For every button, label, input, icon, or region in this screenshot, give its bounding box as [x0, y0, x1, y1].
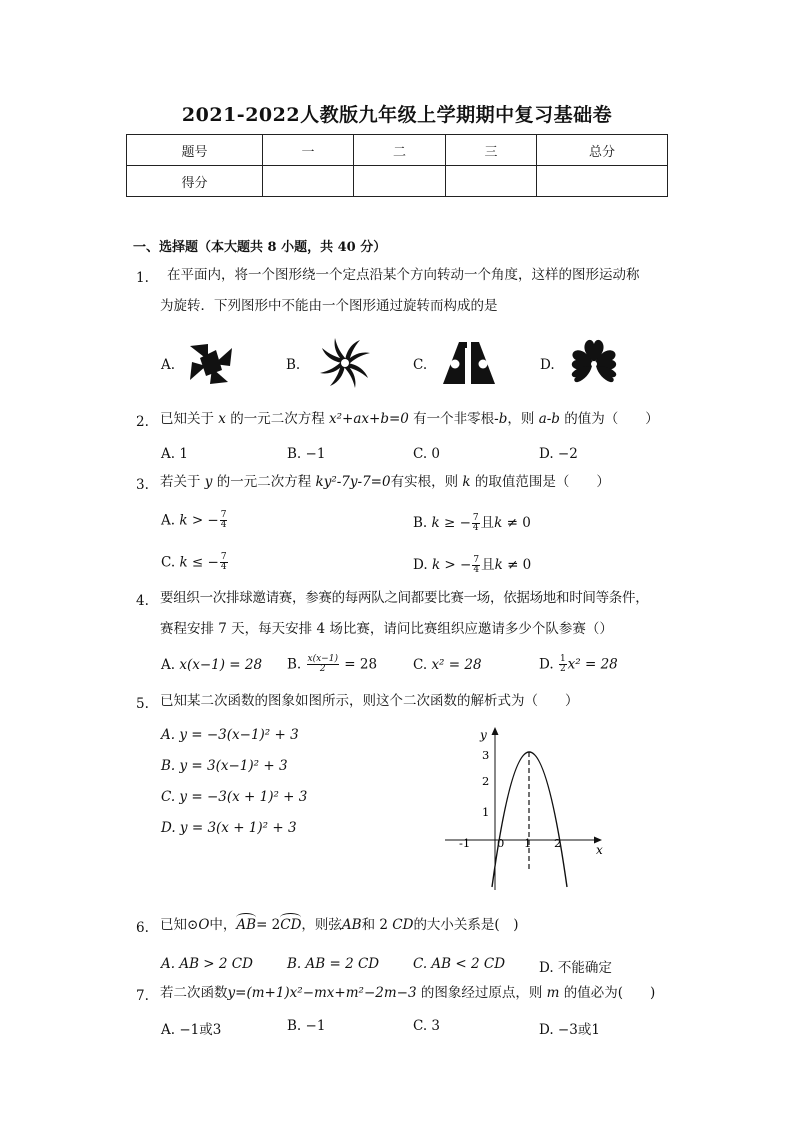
- q6-arc-ab: AB: [236, 917, 257, 933]
- q3-option-d-k: k: [431, 557, 441, 573]
- q4-option-a-label: A.: [161, 657, 176, 673]
- x-tick-1: 1: [524, 836, 532, 850]
- score-cell-1[interactable]: [263, 166, 354, 197]
- q7-post: 的值必为( ): [563, 985, 656, 1001]
- q4-option-a-expr: x(x−1) = 28: [179, 657, 263, 673]
- q3-option-a-frac: [220, 511, 228, 531]
- q6-eq: = 2: [256, 917, 281, 933]
- q4-option-c[interactable]: [413, 657, 482, 673]
- score-table-score-row: [127, 166, 668, 197]
- q6-and: 和 2: [361, 917, 388, 933]
- section-heading: 一、选择题（本大题共 8 小题，共 40 分）: [133, 240, 387, 255]
- q7-option-a[interactable]: A. −1或3: [161, 1022, 222, 1038]
- score-cell-3[interactable]: [446, 166, 537, 197]
- q1-line1: 在平面内，将一个图形绕一个定点沿某个方向转动一个角度，这样的图形运动称: [167, 267, 640, 283]
- q1-figure-c-symmetric-shape: [441, 340, 497, 386]
- q7-option-c[interactable]: C. 3: [413, 1018, 441, 1034]
- q2-option-b[interactable]: B. −1: [287, 446, 326, 462]
- q3-option-b[interactable]: B. k ≥ − $\frac{7}{4}$ 且k ≠ 0: [413, 512, 531, 533]
- q1-label-a: A.: [161, 357, 176, 373]
- q4-option-d-num: 1: [559, 654, 566, 664]
- y-tick-2: 2: [482, 774, 490, 788]
- x-axis-label: x: [596, 843, 603, 857]
- score-table: [126, 134, 668, 197]
- q7-option-b[interactable]: B. −1: [287, 1018, 326, 1034]
- header-question-no: 题号: [127, 135, 263, 166]
- q2-option-c[interactable]: C. 0: [413, 446, 441, 462]
- q4-option-b[interactable]: [287, 655, 377, 675]
- q4-line2: 赛程安排 7 天，每天安排 4 场比赛，请问比赛组织应邀请多少个队参赛（）: [160, 621, 613, 637]
- y-tick-3: 3: [482, 748, 490, 762]
- q3-option-a-num: 7: [220, 510, 227, 520]
- q6-circle-O: O: [198, 917, 210, 933]
- header-part-1: 一: [263, 135, 354, 166]
- y-tick-1: 1: [482, 805, 490, 819]
- header-part-3: 三: [446, 135, 537, 166]
- q6-post: ，则弦: [301, 917, 342, 933]
- q5-option-a[interactable]: A. y = −3(x−1)² + 3: [161, 727, 299, 743]
- q4-option-b-label: B.: [287, 656, 302, 673]
- q3-option-c-den: 4: [220, 562, 227, 573]
- q2-equation: x²+ax+b=0: [329, 411, 409, 427]
- q4-option-c-label: C.: [413, 657, 428, 673]
- q6-mid: 中，: [209, 917, 237, 933]
- q3-option-d[interactable]: D. k > − $\frac{7}{4}$ 且k ≠ 0: [413, 554, 532, 575]
- q3-option-c-frac: [220, 553, 228, 573]
- q6-stem: [160, 919, 518, 933]
- q3-mid: 的一元二次方程: [216, 474, 312, 490]
- q2-mid3: ，则: [507, 411, 535, 427]
- q7-stem: [160, 987, 655, 1001]
- q3-equation: ky²-7y-7=0: [315, 474, 391, 490]
- x-tick-0: 0: [497, 836, 505, 850]
- q3-option-d-ne0: ≠ 0: [507, 557, 532, 573]
- q3-option-b-label: B.: [413, 515, 428, 531]
- q4-option-d[interactable]: [539, 655, 618, 675]
- q6-option-a[interactable]: A. AB > 2 CD: [161, 956, 253, 972]
- q7-pre: 若二次函数: [160, 985, 228, 1001]
- q5-stem: 已知某二次函数的图象如图所示，则这个二次函数的解析式为（ ）: [160, 693, 579, 709]
- q4-option-d-den: 2: [559, 664, 566, 675]
- q1-figure-b-swirl: [316, 334, 374, 392]
- q2-pre: 已知关于: [160, 411, 214, 427]
- q6-arc-cd: CD: [280, 917, 302, 933]
- q2-root: -b: [494, 411, 508, 427]
- q3-option-c[interactable]: C. k ≤ − $\frac{7}{4}$: [161, 552, 227, 573]
- row-label-score: 得分: [127, 166, 263, 197]
- q3-var: y: [204, 474, 213, 490]
- q4-line1: 要组织一次排球邀请赛，参赛的每两队之间都要比赛一场，依据场地和时间等条件，: [160, 590, 649, 606]
- q3-option-b-frac: [472, 514, 480, 534]
- q6-option-c[interactable]: C. AB < 2 CD: [413, 956, 506, 972]
- x-tick-2: 2: [554, 836, 562, 850]
- y-axis-label: y: [480, 728, 487, 742]
- q2-post: 的值为（ ）: [564, 411, 659, 427]
- q3-option-b-k: k: [431, 515, 440, 531]
- q3-option-d-and: 且: [481, 557, 495, 573]
- q6-chord-ab: AB: [341, 917, 362, 933]
- q3-post: 的取值范围是（ ）: [474, 474, 610, 490]
- q4-option-a[interactable]: [161, 657, 262, 673]
- q3-option-d-frac: [472, 556, 480, 576]
- q1-figure-a-pinwheel: [186, 340, 236, 386]
- q5-option-b[interactable]: B. y = 3(x−1)² + 3: [161, 758, 288, 774]
- q3-option-b-den: 4: [472, 523, 479, 533]
- q4-number: 4.: [136, 593, 149, 609]
- q2-mid: 的一元二次方程: [230, 411, 325, 427]
- q4-option-c-expr: x² = 28: [431, 657, 482, 673]
- q1-label-b: B.: [286, 357, 301, 373]
- q6-option-d[interactable]: D. 不能确定: [539, 960, 612, 976]
- score-table-header-row: [127, 135, 668, 166]
- q1-figure-d-hearts-flower: [566, 336, 622, 390]
- header-part-2: 二: [354, 135, 446, 166]
- q3-option-d-den: 4: [473, 565, 480, 575]
- q1-number: 1.: [136, 270, 149, 286]
- q3-option-b-k2: k: [494, 515, 503, 531]
- q1-line2: 为旋转．下列图形中不能由一个图形通过旋转而构成的是: [160, 298, 498, 314]
- q3-pre: 若关于: [160, 474, 201, 490]
- q3-option-a-label: A.: [161, 512, 176, 529]
- q3-option-d-num: 7: [473, 554, 480, 565]
- score-cell-total[interactable]: [537, 166, 668, 197]
- q3-option-a-k: k: [179, 512, 188, 529]
- q3-option-d-label: D.: [413, 557, 428, 573]
- q4-option-b-rhs: = 28: [344, 656, 378, 673]
- q5-number: 5.: [136, 696, 149, 712]
- q3-option-d-k2: k: [494, 557, 503, 573]
- q4-option-d-label: D.: [539, 656, 554, 673]
- q7-var-m: m: [546, 985, 560, 1001]
- q1-label-d: D.: [540, 357, 555, 373]
- q3-mid2: 有实根，则: [390, 474, 459, 490]
- q7-equation: y=(m+1)x²−mx+m²−2m−3: [227, 985, 417, 1001]
- q5-option-d[interactable]: D. y = 3(x + 1)² + 3: [161, 820, 297, 836]
- q3-number: 3.: [136, 477, 149, 493]
- q3-stem: [160, 476, 610, 490]
- q6-number: 6.: [136, 920, 149, 936]
- x-tick-neg1: -1: [459, 836, 471, 850]
- q1-label-c: C.: [413, 357, 428, 373]
- q3-option-b-ne0: ≠ 0: [506, 515, 531, 531]
- q3-k: k: [462, 474, 471, 490]
- q2-option-d[interactable]: D. −2: [539, 446, 578, 462]
- q5-option-c[interactable]: C. y = −3(x + 1)² + 3: [161, 789, 308, 805]
- q2-expr: a-b: [538, 411, 560, 427]
- q2-var: x: [218, 411, 226, 427]
- q3-option-c-label: C.: [161, 554, 176, 571]
- page-title: 2021-2022人教版九年级上学期期中复习基础卷: [181, 104, 613, 126]
- q3-option-a-den: 4: [220, 520, 227, 531]
- q4-option-b-den: 2: [319, 664, 326, 675]
- q3-option-a[interactable]: A. k > − $\frac{7}{4}$: [161, 510, 227, 531]
- q5-parabola-graph: [440, 722, 610, 892]
- q6-post2: 的大小关系是( ): [413, 917, 519, 933]
- q3-option-c-k: k: [179, 554, 188, 571]
- q3-option-b-num: 7: [472, 512, 479, 523]
- q6-option-b[interactable]: B. AB = 2 CD: [287, 956, 380, 972]
- q2-option-a[interactable]: A. 1: [161, 446, 188, 462]
- q4-option-d-frac: [559, 655, 567, 675]
- q2-number: 2.: [136, 414, 149, 430]
- q7-option-d[interactable]: D. −3或1: [539, 1022, 600, 1038]
- q2-stem: [160, 413, 659, 427]
- q7-number: 7.: [136, 988, 149, 1004]
- q3-option-c-num: 7: [220, 552, 227, 562]
- q6-chord-cd: CD: [392, 917, 414, 933]
- y-axis-arrow: [492, 727, 499, 735]
- q4-option-b-num: x(x−1): [307, 654, 338, 664]
- q4-option-d-rhs: x² = 28: [567, 656, 618, 673]
- q2-mid2: 有一个非零根: [413, 411, 495, 427]
- q7-mid: 的图象经过原点，则: [420, 985, 543, 1001]
- score-cell-2[interactable]: [354, 166, 446, 197]
- q3-option-b-and: 且: [480, 515, 495, 531]
- header-total: 总分: [537, 135, 668, 166]
- q4-option-b-frac: [307, 655, 339, 675]
- q6-pre: 已知⊙: [160, 917, 199, 933]
